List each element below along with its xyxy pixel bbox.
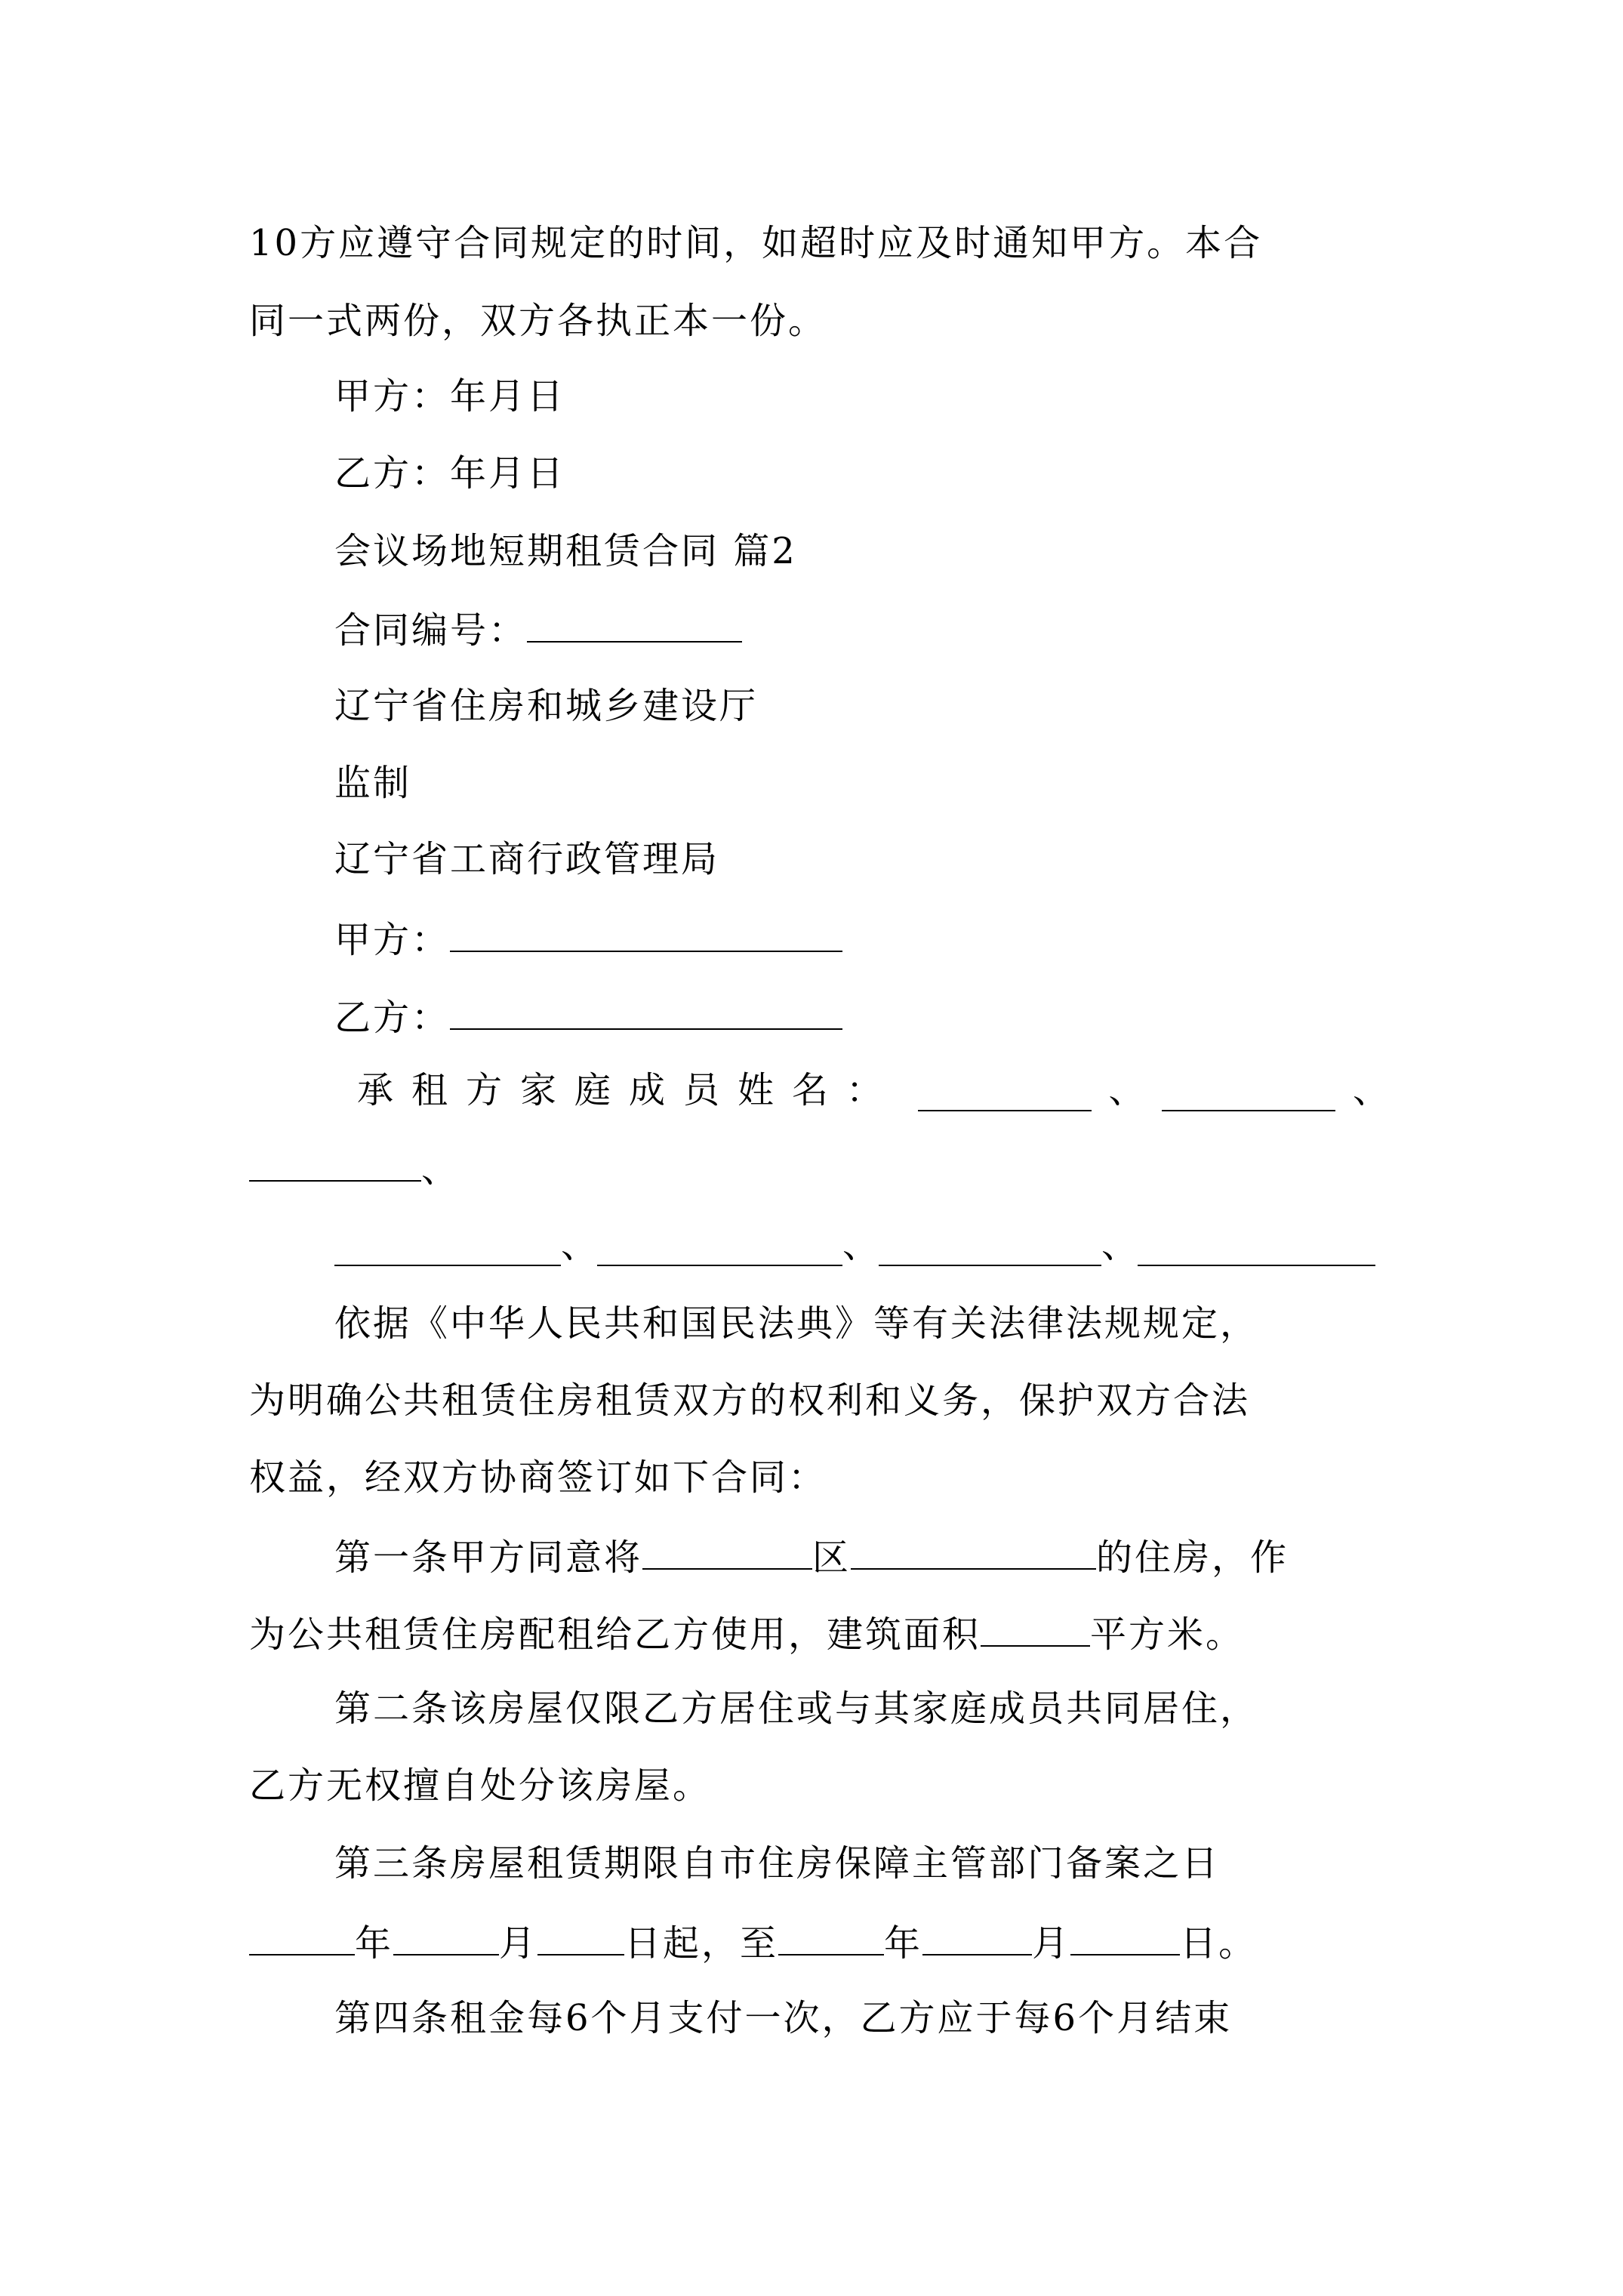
- text-line: 辽宁省住房和城乡建设厅: [334, 685, 759, 727]
- district-blank: [642, 1533, 812, 1570]
- paragraph-line: 为明确公共租赁住房租赁双方的权利和义务，保护双方合法: [249, 1379, 1251, 1422]
- party-b-label: 乙方：: [334, 997, 451, 1039]
- separator: 、: [1101, 1224, 1138, 1266]
- contract-number-blank: [527, 606, 742, 643]
- end-year-blank: [778, 1919, 884, 1955]
- family-member-blank: [334, 1230, 561, 1266]
- article-1-suffix: 的住房，作: [1096, 1536, 1289, 1579]
- text-line: 同一式两份，双方各执正本一份。: [249, 300, 827, 342]
- article-2-line: 第二条该房屋仅限乙方居住或与其家庭成员共同居住，: [334, 1687, 1259, 1730]
- area-unit: 平方米。: [1090, 1613, 1245, 1656]
- text-line: 辽宁省工商行政管理局: [334, 838, 720, 880]
- article-1-text-2: 为公共租赁住房配租给乙方使用，建筑面积: [249, 1613, 981, 1656]
- contract-number-line: [334, 606, 742, 652]
- year-label: 年: [884, 1922, 923, 1965]
- month-label: 月: [1032, 1922, 1071, 1965]
- family-member-blank: [918, 1075, 1092, 1111]
- separator: 、: [1352, 1069, 1389, 1111]
- party-b-date-line: 乙方：年月日: [334, 452, 566, 495]
- separator: 、: [1108, 1069, 1145, 1111]
- document-page: [249, 0, 1389, 2296]
- party-a-label: 甲方：: [334, 919, 451, 961]
- article-1-line: [334, 1533, 1289, 1579]
- text-line: 监制: [334, 762, 412, 804]
- article-1-text: 第一条甲方同意将: [334, 1536, 643, 1579]
- end-month-blank: [922, 1919, 1032, 1955]
- start-month-blank: [393, 1919, 499, 1955]
- article-1-line-2: [249, 1610, 1245, 1656]
- start-day-blank: [537, 1919, 624, 1955]
- separator: 、: [561, 1224, 598, 1266]
- party-a-date-line: 甲方：年月日: [334, 375, 566, 418]
- address-blank: [851, 1533, 1096, 1570]
- section-title: 会议场地短期租赁合同 篇2: [334, 530, 797, 572]
- year-label: 年: [355, 1922, 394, 1965]
- party-a-line: [334, 916, 842, 961]
- end-day-blank: [1070, 1919, 1180, 1955]
- article-3-dates-line: [249, 1919, 1258, 1965]
- article-1-district: 区: [812, 1536, 852, 1579]
- family-member-blank: [597, 1230, 842, 1266]
- family-members-line-3: [334, 1224, 1389, 1266]
- family-members-line: [357, 1069, 1389, 1111]
- text-line: 10方应遵守合同规定的时间，如超时应及时通知甲方。本合: [249, 222, 1263, 264]
- month-label: 月: [499, 1922, 538, 1965]
- paragraph-line: 权益，经双方协商签订如下合同：: [249, 1456, 827, 1499]
- start-day-label: 日起，至: [624, 1922, 779, 1965]
- separator: 、: [842, 1224, 879, 1266]
- family-member-blank: [1162, 1075, 1335, 1111]
- party-b-blank: [450, 994, 842, 1030]
- family-members-line-2: [249, 1145, 460, 1191]
- end-day-label: 日。: [1180, 1922, 1258, 1965]
- paragraph-line: 依据《中华人民共和国民法典》等有关法律法规规定，: [334, 1302, 1259, 1345]
- article-2-line-2: 乙方无权擅自处分该房屋。: [249, 1764, 712, 1807]
- family-members-label: 承租方家庭成员姓名：: [357, 1069, 901, 1111]
- article-3-line: 第三条房屋租赁期限自市住房保障主管部门备案之日: [334, 1842, 1221, 1885]
- family-member-blank: [879, 1230, 1101, 1266]
- area-blank: [981, 1610, 1090, 1647]
- article-4-line: 第四条租金每6个月支付一次，乙方应于每6个月结束: [334, 1997, 1233, 2039]
- separator: 、: [421, 1148, 460, 1191]
- family-member-blank: [1138, 1230, 1375, 1266]
- party-a-blank: [450, 916, 842, 952]
- contract-number-label: 合同编号：: [334, 609, 528, 652]
- party-b-line: [334, 994, 842, 1039]
- family-member-blank: [249, 1145, 421, 1182]
- start-year-blank: [249, 1919, 355, 1955]
